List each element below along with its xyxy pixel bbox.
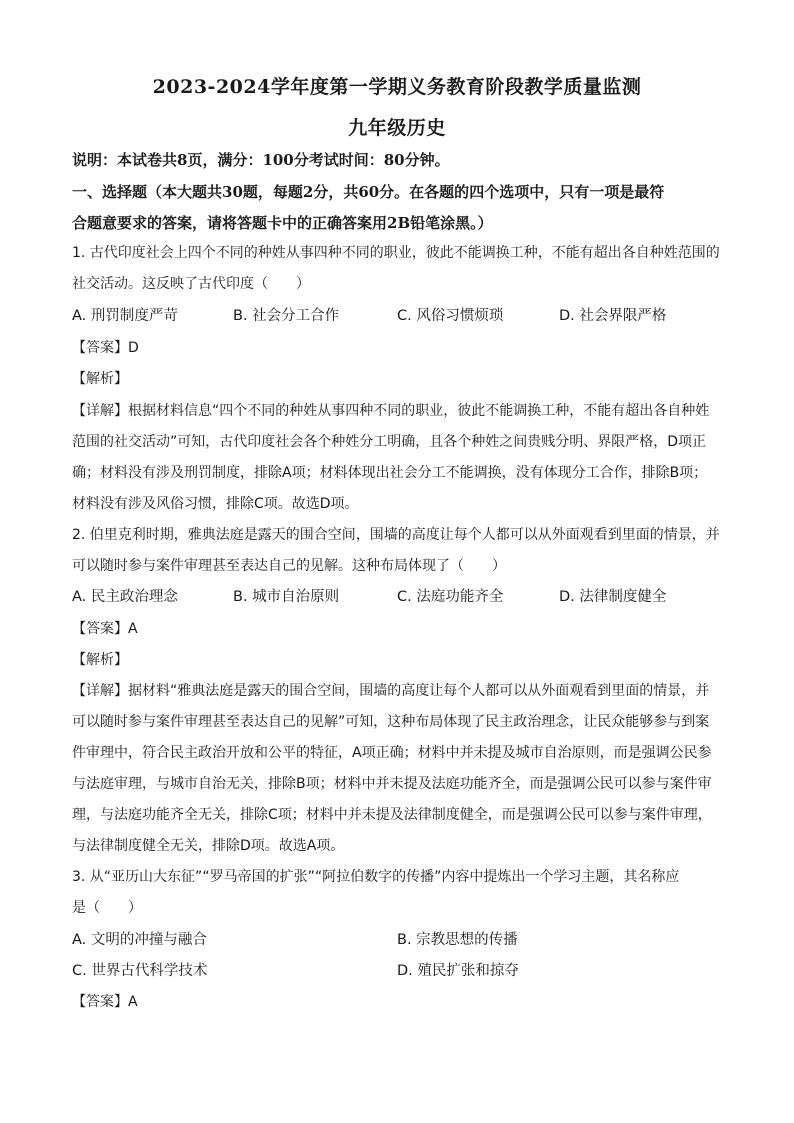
- question-1-detail-line-1: 【详解】根据材料信息“四个不同的种姓从事四种不同的职业，彼此不能调换工种，不能有超出各自种姓: [72, 403, 710, 419]
- question-1-option-b: B. 社会分工合作: [233, 308, 340, 324]
- question-2-option-b: B. 城市自治原则: [233, 589, 340, 605]
- question-1-analysis-label: 【解析】: [72, 371, 128, 387]
- question-3-option-d: D. 殖民扩张和掠夺: [397, 963, 519, 979]
- question-1-option-d: D. 社会界限严格: [559, 308, 667, 324]
- page-title: 2023-2024学年度第一学期义务教育阶段教学质量监测: [152, 76, 642, 98]
- question-1-detail-line-3: 确；材料没有涉及刑罚制度，排除A项；材料体现出社会分工不能调换，没有体现分工合作，排除B项；: [72, 465, 708, 481]
- question-3-option-b: B. 宗教思想的传播: [397, 932, 518, 948]
- question-2-detail-line-4: 与法庭审理，与城市自治无关，排除B项；材料中并未提及法庭功能齐全，而是强调公民可以参与案件审: [72, 776, 712, 792]
- question-2-detail-line-5: 理，与法庭功能齐全无关，排除C项；材料中并未提及法律制度健全，而是强调公民可以参与案件审理，: [72, 807, 712, 823]
- page-subtitle: 九年级历史: [348, 117, 446, 139]
- question-2-detail-line-2: 可以随时参与案件审理甚至表达自己的见解”可知，这种布局体现了民主政治理念，让民众能够参与到案: [72, 714, 710, 730]
- question-2-option-a: A. 民主政治理念: [72, 589, 178, 605]
- question-2-detail-line-6: 与法律制度健全无关，排除D项。故选A项。: [72, 838, 345, 854]
- question-1-answer: 【答案】D: [72, 340, 139, 356]
- question-1-detail-line-2: 范围的社交活动”可知，古代印度社会各个种姓分工明确，且各个种姓之间贵贱分明、界限严格，D项正: [72, 434, 707, 450]
- exam-note: 说明：本试卷共8页，满分：100分考试时间：80分钟。: [72, 151, 450, 169]
- question-3-option-a: A. 文明的冲撞与融合: [72, 932, 207, 948]
- question-2-detail-line-3: 件审理中，符合民主政治开放和公平的特征，A项正确；材料中并未提及城市自治原则，而是强调公民参: [72, 745, 712, 761]
- question-3-option-c: C. 世界古代科学技术: [72, 963, 208, 979]
- question-3-answer: 【答案】A: [72, 994, 138, 1010]
- question-2-option-d: D. 法律制度健全: [559, 589, 667, 605]
- question-1-detail-line-4: 材料没有涉及风俗习惯，排除C项。故选D项。: [72, 496, 359, 512]
- question-2-analysis-label: 【解析】: [72, 652, 128, 668]
- question-3-stem-line-2: 是（ ）: [72, 900, 142, 916]
- question-2-stem-line-1: 2. 伯里克利时期，雅典法庭是露天的围合空间，围墙的高度让每个人都可以从外面观看到里面的情景，并: [72, 527, 720, 543]
- section-heading-line-1: 一、选择题（本大题共30题，每题2分，共60分。在各题的四个选项中，只有一项是最符: [72, 183, 665, 201]
- question-1-option-c: C. 风俗习惯烦琐: [397, 308, 504, 324]
- question-1-option-a: A. 刑罚制度严苛: [72, 308, 178, 324]
- question-2-detail-line-1: 【详解】据材料“雅典法庭是露天的围合空间，围墙的高度让每个人都可以从外面观看到里面的情景，并: [72, 683, 710, 699]
- section-heading-line-2: 合题意要求的答案，请将答题卡中的正确答案用2B铅笔涂黑。）: [72, 214, 493, 232]
- question-1-stem-line-2: 社交活动。这反映了古代印度（ ）: [72, 276, 310, 292]
- question-1-stem-line-1: 1. 古代印度社会上四个不同的种姓从事四种不同的职业，彼此不能调换工种，不能有超出各自种姓范围的: [72, 245, 720, 261]
- question-2-option-c: C. 法庭功能齐全: [397, 589, 504, 605]
- question-3-stem-line-1: 3. 从“亚历山大东征”“罗马帝国的扩张”“阿拉伯数字的传播”内容中提炼出一个学习主题，其名称应: [72, 869, 680, 885]
- question-2-stem-line-2: 可以随时参与案件审理甚至表达自己的见解。这种布局体现了（ ）: [72, 558, 506, 574]
- question-2-answer: 【答案】A: [72, 621, 138, 637]
